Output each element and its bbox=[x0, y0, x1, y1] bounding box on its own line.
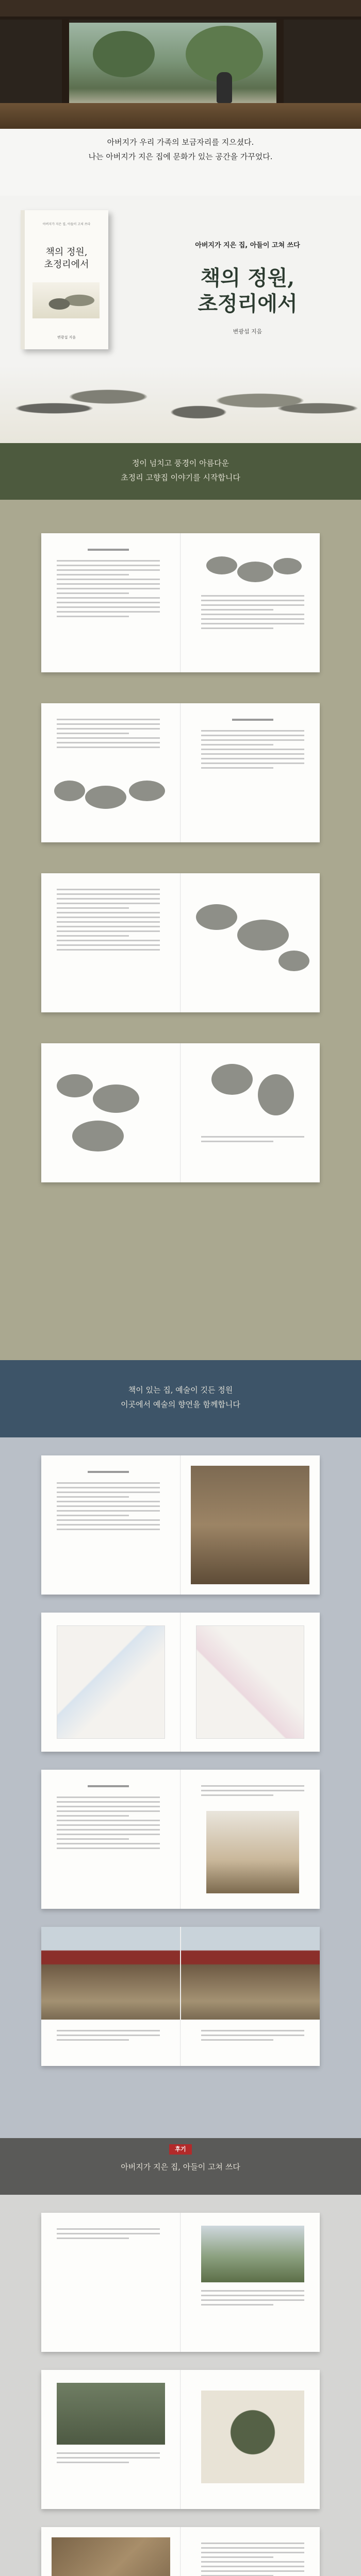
section-band-3 bbox=[0, 2138, 361, 2195]
book-spread-preview bbox=[41, 1455, 320, 1595]
book-author: 변광섭 지음 bbox=[233, 328, 262, 335]
book-spread-preview bbox=[41, 533, 320, 672]
book-spread-preview bbox=[41, 1613, 320, 1752]
section-heading-2: 책이 있는 집, 예술이 깃든 정원 이곳에서 예술의 향연을 함께합니다 bbox=[121, 1385, 240, 1409]
book-section bbox=[0, 196, 361, 500]
book-spread-preview bbox=[41, 2527, 320, 2576]
hero-text bbox=[0, 135, 361, 164]
ink-landscape-illustration bbox=[0, 366, 361, 443]
section-heading-3: 아버지가 지은 집, 아들이 고쳐 쓰다 bbox=[121, 2162, 240, 2172]
book-spread-preview bbox=[41, 1927, 320, 2066]
book-spread-preview bbox=[41, 703, 320, 842]
hero-line-2: 나는 아버지가 지은 집에 문화가 있는 공간을 가꾸었다. bbox=[88, 152, 273, 161]
book-cover-image bbox=[21, 210, 108, 349]
book-tagline: 아버지가 지은 집, 아들이 고쳐 쓰다 bbox=[195, 242, 300, 249]
person-figure bbox=[217, 72, 232, 103]
book-spread-preview bbox=[41, 2213, 320, 2352]
hero-photo bbox=[0, 0, 361, 129]
hero-line-1: 아버지가 우리 가족의 보금자리를 지으셨다. bbox=[107, 138, 254, 147]
afterword-badge: 후기 bbox=[169, 2144, 192, 2155]
book-spread-preview bbox=[41, 2370, 320, 2509]
section-heading-1: 정이 넘치고 풍경이 아름다운 초정리 고향집 이야기를 시작합니다 bbox=[121, 459, 240, 482]
spread-gallery-3 bbox=[0, 2138, 361, 2576]
section-band-2 bbox=[0, 1360, 361, 1437]
spread-gallery-2 bbox=[0, 1360, 361, 2138]
hero-section bbox=[0, 0, 361, 196]
cover-illustration bbox=[32, 282, 100, 318]
book-spread-preview bbox=[41, 873, 320, 1012]
book-spread-preview bbox=[41, 1770, 320, 1909]
section-band-1 bbox=[0, 443, 361, 500]
cover-author: 변광섭 지음 bbox=[57, 335, 76, 340]
spread-gallery-1 bbox=[0, 500, 361, 1360]
book-title: 책의 정원, 초정리에서 bbox=[198, 266, 298, 316]
cover-subtitle: 아버지가 지은 집, 아들이 고쳐 쓰다 bbox=[42, 223, 91, 226]
cover-title: 책의 정원, 초정리에서 bbox=[44, 247, 89, 270]
book-spread-preview bbox=[41, 1043, 320, 1182]
